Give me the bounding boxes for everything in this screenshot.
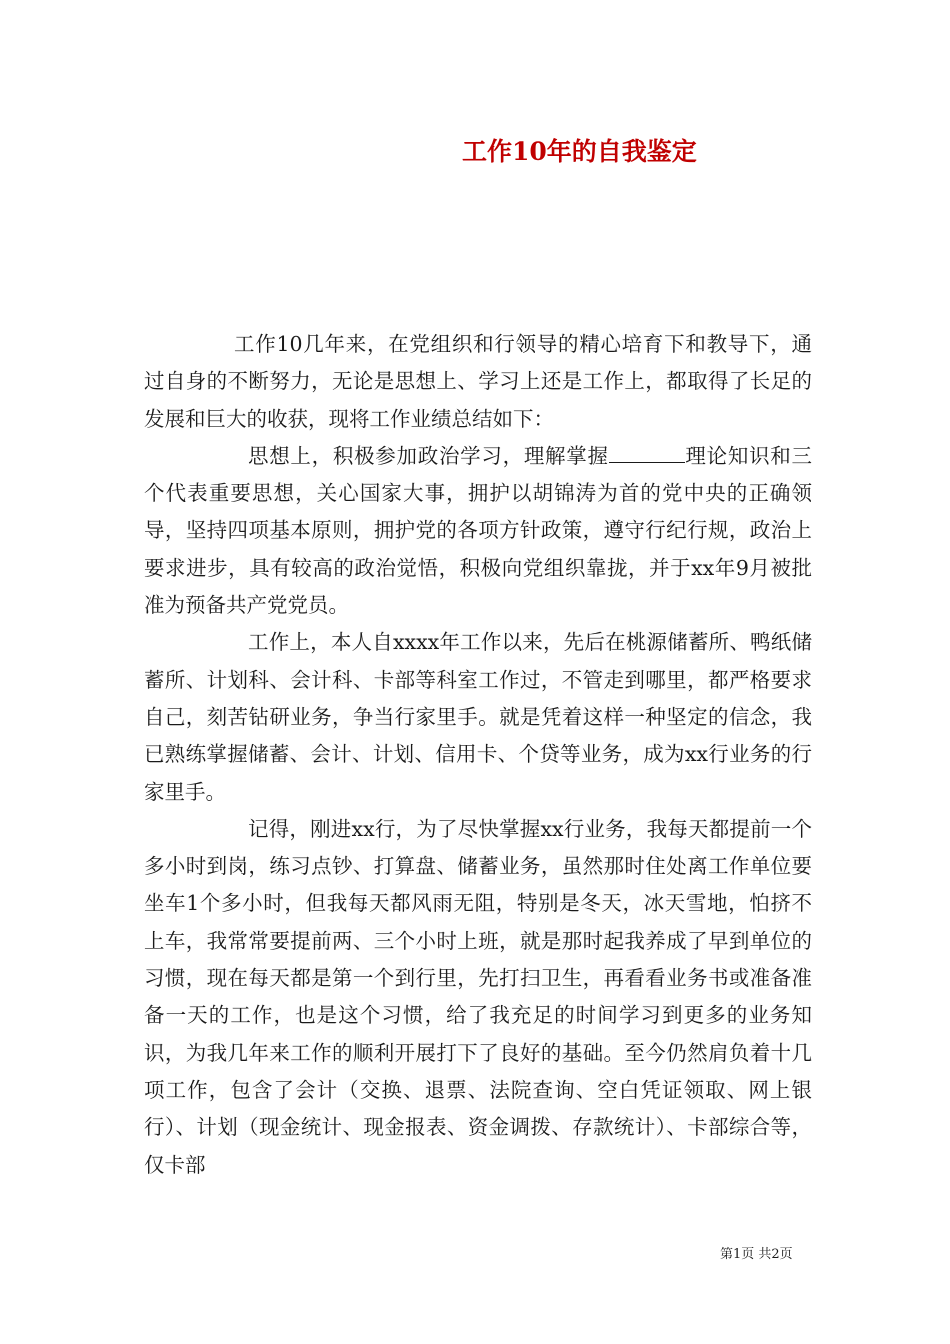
- paragraph-ideology-part2: 理论知识和三个代表重要思想，关心国家大事，拥护以胡锦涛为首的党中央的正确领导，坚持四项基本原则，拥护党的各项方针政策，遵守行纪行规，政治上要求进步，具有较高的政治觉悟，积极向党组织靠拢，并于xx年9月被批准为预备共产党党员。: [144, 443, 813, 618]
- fill-in-blank: [609, 448, 685, 463]
- paragraph-intro: 工作10几年来，在党组织和行领导的精心培育下和教导下，通过自身的不断努力，无论是思想上、学习上还是工作上，都取得了长足的发展和巨大的收获，现将工作业绩总结如下：: [144, 332, 812, 431]
- paragraph-work: 工作上，本人自xxxx年工作以来，先后在桃源储蓄所、鸭纸储蓄所、计划科、会计科、卡部等科室工作过，不管走到哪里，都严格要求自己，刻苦钻研业务，争当行家里手。就是凭着这样一种坚定的信念，我已熟练掌握储蓄、会计、计划、信用卡、个贷等业务，成为xx行业务的行家里手。: [144, 630, 812, 804]
- document-title: 工作10年的自我鉴定: [462, 137, 697, 166]
- paragraph-ideology: [144, 438, 812, 624]
- paragraph-memory: 记得，刚进xx行，为了尽快掌握xx行业务，我每天都提前一个多小时到岗，练习点钞、打算盘、储蓄业务，虽然那时住处离工作单位要坐车1个多小时，但我每天都风雨无阻，特别是冬天，冰天雪地，怕挤不上车，我常常要提前两、三个小时上班，就是那时起我养成了早到单位的习惯，现在每天都是第一个到行里，先打扫卫生，再看看业务书或准备准备一天的工作，也是这个习惯，给了我充足的时间学习到更多的业务知识，为我几年来工作的顺利开展打下了良好的基础。至今仍然肩负着十几项工作，包含了会计（交换、退票、法院查询、空白凭证领取、网上银行）、计划（现金统计、现金报表、资金调拨、存款统计）、卡部综合等，仅卡部: [144, 816, 812, 1177]
- page-number-footer: 第1页 共2页: [720, 1247, 793, 1262]
- paragraph-ideology-part1: 思想上，积极参加政治学习，理解掌握: [248, 443, 609, 468]
- document-body: [144, 326, 812, 1184]
